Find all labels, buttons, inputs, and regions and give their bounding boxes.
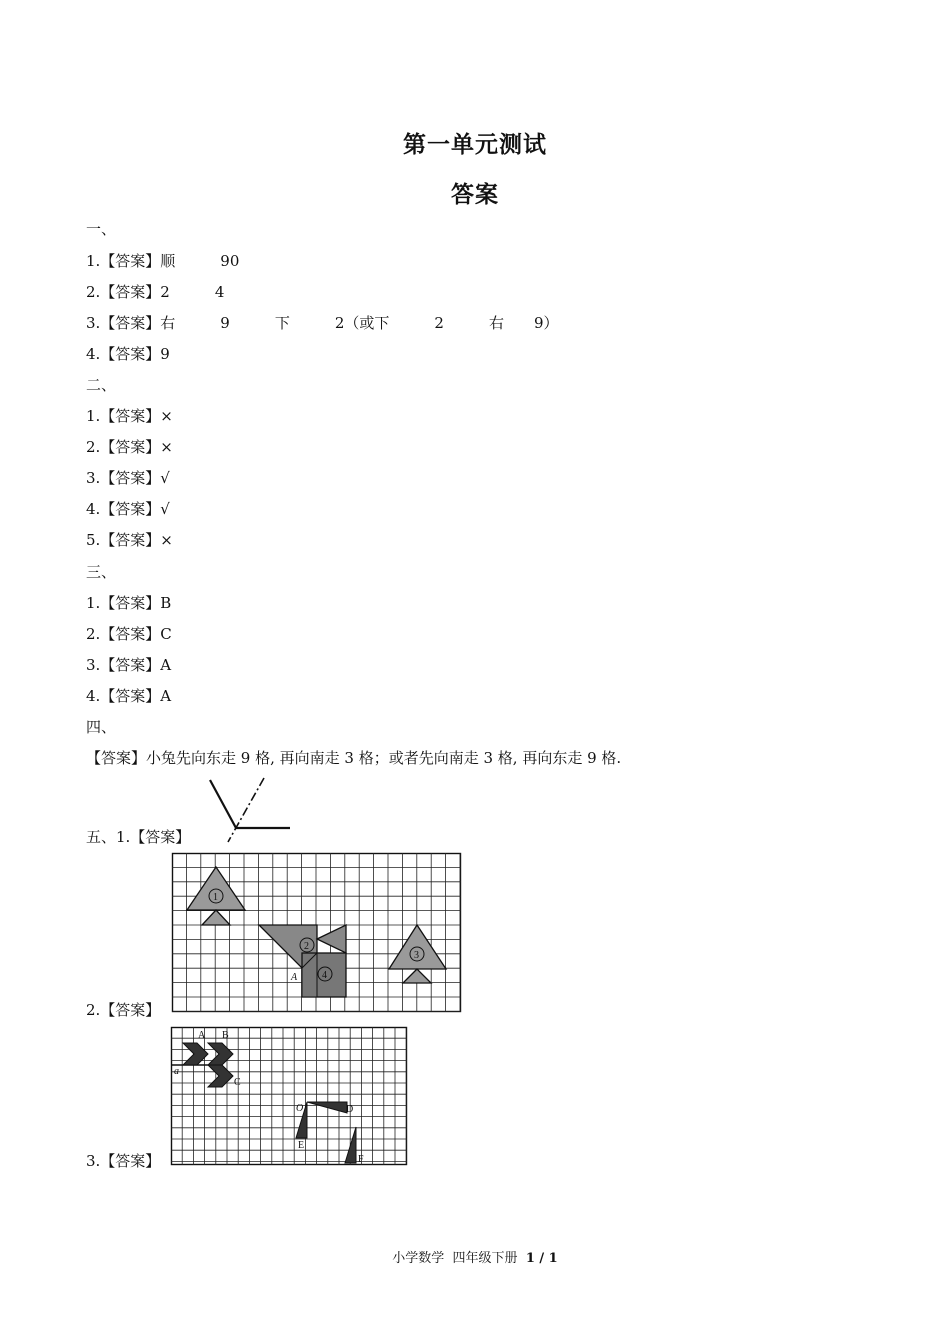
- footer-page: 1 / 1: [525, 1251, 558, 1266]
- label-e: E: [298, 1140, 305, 1151]
- page-footer: [0, 1247, 950, 1266]
- answer-line: 3.【答案】√: [86, 469, 170, 487]
- answer-line: 五、1.【答案】: [86, 828, 191, 846]
- angle-figure: [200, 776, 300, 846]
- answer-line: 四、: [86, 718, 117, 736]
- answer-line: 1.【答案】×: [86, 407, 173, 425]
- answer-line: 1.【答案】顺 90: [86, 252, 240, 270]
- answer-line: 5.【答案】×: [86, 531, 173, 549]
- answer-line: 3.【答案】右 9 下 2（或下 2 右 9）: [86, 314, 559, 332]
- label-circle-4: 4: [322, 970, 327, 981]
- label-point-a: A: [291, 972, 298, 983]
- footer-grade: 四年级下册: [452, 1251, 518, 1266]
- answer-line: 二、: [86, 376, 117, 394]
- page-subtitle: 答案: [451, 182, 499, 208]
- label-circle-1: 1: [213, 892, 218, 903]
- answer-line: 2.【答案】2 4: [86, 283, 225, 301]
- answer-line: 三、: [86, 563, 117, 581]
- footer-subject: 小学数学: [392, 1251, 445, 1266]
- answer-line: 2.【答案】×: [86, 438, 173, 456]
- answer-line: 3.【答案】A: [86, 656, 172, 674]
- label-circle-3: 3: [414, 950, 419, 961]
- answer-line: 4.【答案】A: [86, 687, 172, 705]
- label-b: B: [222, 1030, 229, 1041]
- translation-grid-figure: [171, 1027, 407, 1165]
- label-o: O: [296, 1103, 304, 1114]
- rotation-grid-figure: [172, 853, 462, 1013]
- answer-line: 一、: [86, 220, 117, 238]
- answer-line: 【答案】小兔先向东走 9 格, 再向南走 3 格；或者先向南走 3 格, 再向东走 9 格.: [86, 749, 622, 767]
- label-a: A: [198, 1030, 206, 1041]
- page-title: 第一单元测试: [403, 132, 547, 158]
- label-c: C: [234, 1077, 241, 1088]
- label-circle-2: 2: [304, 941, 309, 952]
- answer-line: 1.【答案】B: [86, 594, 172, 612]
- label-axis-a: a: [174, 1066, 179, 1077]
- answer-line: 4.【答案】√: [86, 500, 170, 518]
- answer-line: 2.【答案】: [86, 1001, 161, 1019]
- label-d: D: [346, 1104, 354, 1115]
- answer-line: 3.【答案】: [86, 1152, 161, 1170]
- answer-line: 2.【答案】C: [86, 625, 172, 643]
- answer-line: 4.【答案】9: [86, 345, 170, 363]
- label-f: F: [358, 1154, 364, 1165]
